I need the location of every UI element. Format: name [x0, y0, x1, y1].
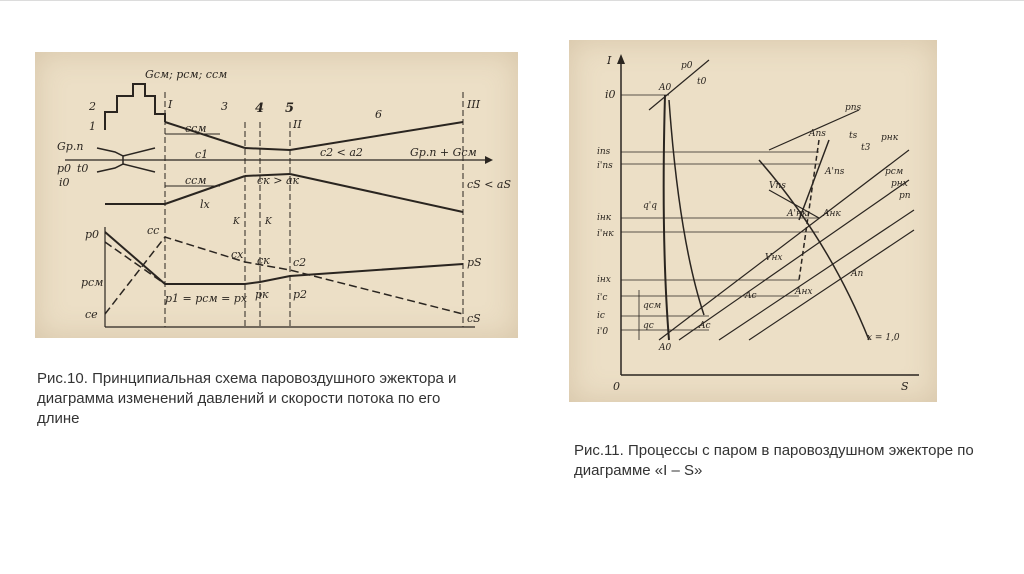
fig11-A0b: A0 [659, 343, 672, 353]
fig11-Anx: Aнх [795, 287, 813, 297]
fig11-pns: pns [845, 103, 862, 113]
fig11-ic-p: i'с [597, 293, 608, 303]
label-ce: cе [85, 308, 98, 321]
fig11-origin: 0 [613, 380, 620, 393]
fig11-inx: iнх [597, 275, 611, 285]
label-cx: cx [231, 248, 244, 261]
fig11-p0: p0 [681, 61, 693, 71]
fig11-t0: t0 [697, 77, 707, 87]
fig11-i0: i0 [605, 88, 616, 101]
fig11-Ank: Aнк [823, 209, 841, 219]
label-k1: K [233, 217, 240, 227]
label-pk: pк [255, 288, 269, 301]
label-c2b: c2 [293, 256, 307, 269]
label-ck: cк > aк [257, 174, 300, 187]
label-sec2: II [293, 118, 302, 131]
fig11-Ans-p: A'ns [825, 167, 845, 177]
fig11-axis-i: I [607, 54, 612, 67]
fig11-pnk: pнк [881, 133, 899, 143]
fig11-qc: qс [643, 321, 654, 331]
fig11-ts: ts [849, 131, 858, 141]
label-ccm-b: cсм [185, 174, 207, 187]
fig11-ink: iнк [597, 213, 612, 223]
label-p2: p2 [293, 288, 308, 301]
fig11-vnx: Vнх [765, 253, 783, 263]
label-n2: 2 [89, 100, 96, 113]
fig11-x1: x = 1,0 [867, 333, 900, 343]
label-lx: lx [200, 198, 210, 211]
label-cs2: cS [467, 312, 481, 325]
label-n5: 5 [285, 101, 295, 116]
label-n1: 1 [89, 120, 96, 133]
label-n6: 6 [375, 108, 382, 121]
fig11-ink-p: i'нк [597, 229, 614, 239]
label-c1: c1 [195, 148, 209, 161]
label-p0: p0 [57, 162, 72, 175]
label-sec3: III [467, 98, 481, 111]
fig11-axis-s: S [901, 380, 909, 393]
label-pcm: pсм [81, 276, 104, 289]
label-ps: pS [467, 256, 482, 269]
label-gsum: Gр.п + Gсм [410, 146, 477, 159]
figure-10-caption: Рис.10. Принципиальная схема паровоздушного эжектора и диаграмма изменений давлений и скорости потока по его длине [37, 370, 457, 427]
fig11-ic: iс [597, 311, 605, 321]
fig11-ins-p: i'ns [597, 161, 613, 171]
figure-10-ejector-diagram [35, 52, 518, 338]
label-ckb: cк [257, 254, 270, 267]
figure-11-is-diagram [569, 40, 937, 402]
fig11-Ank-p: A'нк [787, 209, 808, 219]
label-cc: cс [147, 224, 160, 237]
label-i0: i0 [59, 176, 70, 189]
fig11-A0: A0 [659, 83, 672, 93]
label-n3: 3 [221, 100, 228, 113]
label-sec1: I [168, 98, 173, 111]
label-pp: p0 [85, 228, 100, 241]
fig11-ins: ins [597, 147, 611, 157]
figure-11-caption: Рис.11. Процессы с паром в паровоздушном эжекторе по диаграмме «I – S» [574, 442, 974, 479]
fig11-An: An [851, 269, 864, 279]
fig11-qq: q'q [643, 201, 657, 211]
fig11-pcm: pсм [885, 167, 904, 177]
fig11-pnx: pнх [891, 179, 908, 189]
label-k2: K [265, 217, 272, 227]
fig11-i0-p: i'0 [597, 327, 609, 337]
label-ccm-a: cсм [185, 122, 207, 135]
fig11-Ans: Ans [809, 129, 826, 139]
label-c2: c2 < a2 [320, 146, 363, 159]
label-gpp: Gр.п [57, 140, 84, 153]
fig11-qcm: qсм [643, 301, 662, 311]
fig11-Ac: Aс [699, 321, 711, 331]
fig11-vns: Vns [769, 181, 786, 191]
label-top: Gсм; pсм; cсм [145, 68, 228, 81]
fig11-t3: t3 [861, 143, 871, 153]
label-n4: 4 [255, 101, 265, 116]
top-rule [0, 0, 1024, 1]
fig11-pn: pn [899, 191, 911, 201]
label-peq: p1 = pсм = pх [165, 292, 248, 305]
label-t0: t0 [77, 162, 89, 175]
fig11-Acb: Aс [745, 291, 757, 301]
label-cs: cS < aS [467, 178, 511, 191]
